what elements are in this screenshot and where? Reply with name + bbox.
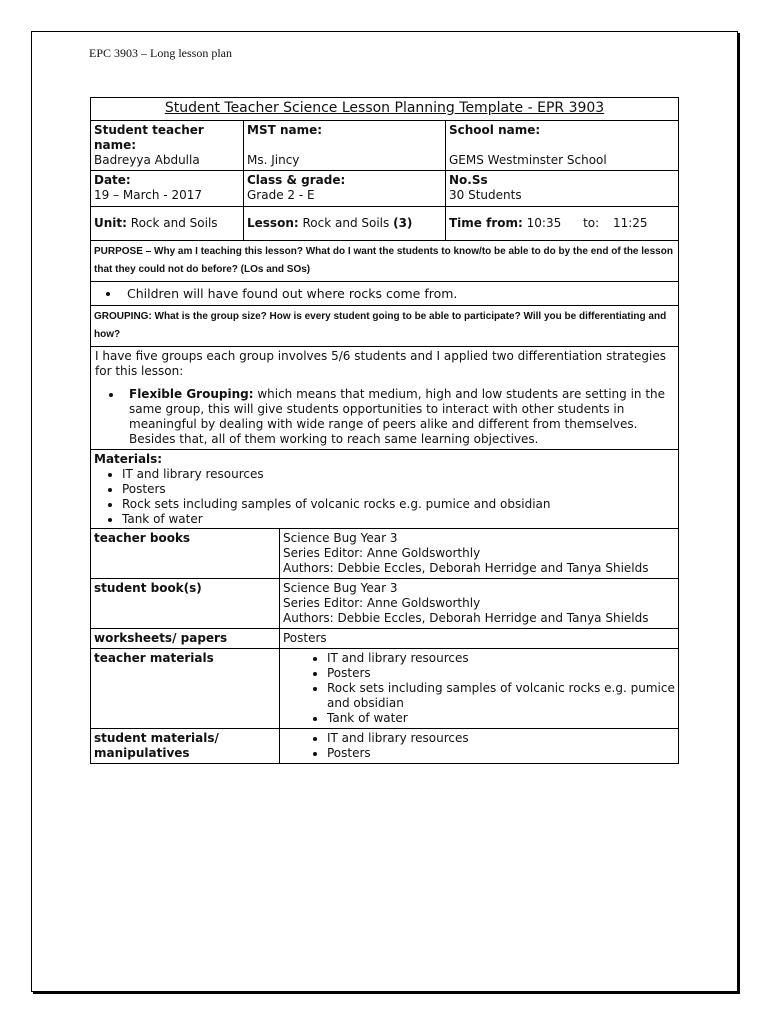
student-books-value xyxy=(280,579,679,629)
student-books-line: Authors: Debbie Eccles, Deborah Herridge and Tanya Shields xyxy=(283,611,649,625)
date-cell xyxy=(91,171,244,207)
school-label: School name: xyxy=(449,123,541,137)
purpose-heading: PURPOSE – Why am I teaching this lesson? What do I want the students to know/to be able to do by the end of the lesson that they could not do before? (LOs and SOs) xyxy=(91,241,679,282)
purpose-cell xyxy=(91,282,679,306)
date-value: 19 – March - 2017 xyxy=(94,188,202,202)
grouping-bullet-label: Flexible Grouping: xyxy=(129,387,254,401)
student-materials-label: student materials/ manipulatives xyxy=(91,729,280,764)
teacher-books-label: teacher books xyxy=(91,529,280,579)
student-materials-item: • IT and library resources xyxy=(327,731,675,746)
document-header: EPC 3903 – Long lesson plan xyxy=(89,46,232,60)
student-books-label: student book(s) xyxy=(91,579,280,629)
school-value: GEMS Westminster School xyxy=(449,153,607,167)
grouping-bullet-text: which means that medium, high and low students are setting in the same group, this will give students opportunities to interact with other students in meaningful by dealing with wide range of peers alike and different from themselves. Besides that, all of them working to reach same learning objectives. xyxy=(129,387,666,446)
teacher-books-line: Science Bug Year 3 xyxy=(283,531,398,545)
student-teacher-value: Badreyya Abdulla xyxy=(94,153,200,167)
lesson-number: (3) xyxy=(393,216,413,230)
time-label: Time from: xyxy=(449,216,523,230)
lesson-cell xyxy=(244,207,446,241)
noss-label: No.Ss xyxy=(449,173,488,187)
teacher-materials-label: teacher materials xyxy=(91,649,280,729)
mst-cell xyxy=(244,121,446,171)
noss-cell xyxy=(446,171,679,207)
student-books-line: Series Editor: Anne Goldsworthly xyxy=(283,596,481,610)
grouping-cell xyxy=(91,347,679,450)
unit-value: Rock and Soils xyxy=(130,216,218,230)
grouping-heading: GROUPING: What is the group size? How is every student going to be able to participate? Will you be differentiating and how? xyxy=(91,306,679,347)
worksheets-value: Posters xyxy=(280,629,679,649)
materials-item: • Tank of water xyxy=(122,512,675,527)
unit-label: Unit: xyxy=(94,216,127,230)
time-to-value: 11:25 xyxy=(612,216,648,230)
teacher-books-line: Series Editor: Anne Goldsworthly xyxy=(283,546,481,560)
student-books-line: Science Bug Year 3 xyxy=(283,581,398,595)
materials-list xyxy=(94,467,675,527)
mst-label: MST name: xyxy=(247,123,323,137)
grouping-text: I have five groups each group involves 5/6 students and I applied two differentiation strategies for this lesson: xyxy=(95,349,667,378)
materials-item: • Posters xyxy=(122,482,675,497)
teacher-materials-value xyxy=(280,649,679,729)
lesson-value: Rock and Soils xyxy=(302,216,390,230)
teacher-books-line: Authors: Debbie Eccles, Deborah Herridge and Tanya Shields xyxy=(283,561,649,575)
student-materials-item: • Posters xyxy=(327,746,675,761)
school-cell xyxy=(446,121,679,171)
materials-item: • IT and library resources xyxy=(122,467,675,482)
materials-item: • Rock sets including samples of volcanic rocks e.g. pumice and obsidian xyxy=(122,497,675,512)
worksheets-label: worksheets/ papers xyxy=(91,629,280,649)
time-to-label: to: xyxy=(583,216,600,230)
teacher-materials-item: • Rock sets including samples of volcanic rocks e.g. pumice and obsidian xyxy=(327,681,675,711)
materials-cell xyxy=(91,450,679,529)
date-label: Date: xyxy=(94,173,131,187)
student-teacher-cell xyxy=(91,121,244,171)
unit-cell xyxy=(91,207,244,241)
template-title: Student Teacher Science Lesson Planning Template - EPR 3903 xyxy=(91,98,679,121)
resources-table xyxy=(90,528,679,764)
teacher-materials-item: • Posters xyxy=(327,666,675,681)
student-teacher-label: Student teacher name: xyxy=(94,123,204,152)
student-materials-value xyxy=(280,729,679,764)
purpose-item: • Children will have found out where rocks come from. xyxy=(121,286,675,301)
time-cell xyxy=(446,207,679,241)
grouping-bullet xyxy=(123,387,674,447)
class-cell xyxy=(244,171,446,207)
teacher-books-value xyxy=(280,529,679,579)
lesson-label: Lesson: xyxy=(247,216,299,230)
class-value: Grade 2 - E xyxy=(247,188,315,202)
materials-label: Materials: xyxy=(94,452,163,466)
lesson-plan-table xyxy=(90,97,679,529)
teacher-materials-item: • Tank of water xyxy=(327,711,675,726)
class-label: Class & grade: xyxy=(247,173,346,187)
mst-value: Ms. Jincy xyxy=(247,153,300,167)
noss-value: 30 Students xyxy=(449,188,522,202)
time-from-value: 10:35 xyxy=(526,216,562,230)
teacher-materials-item: • IT and library resources xyxy=(327,651,675,666)
